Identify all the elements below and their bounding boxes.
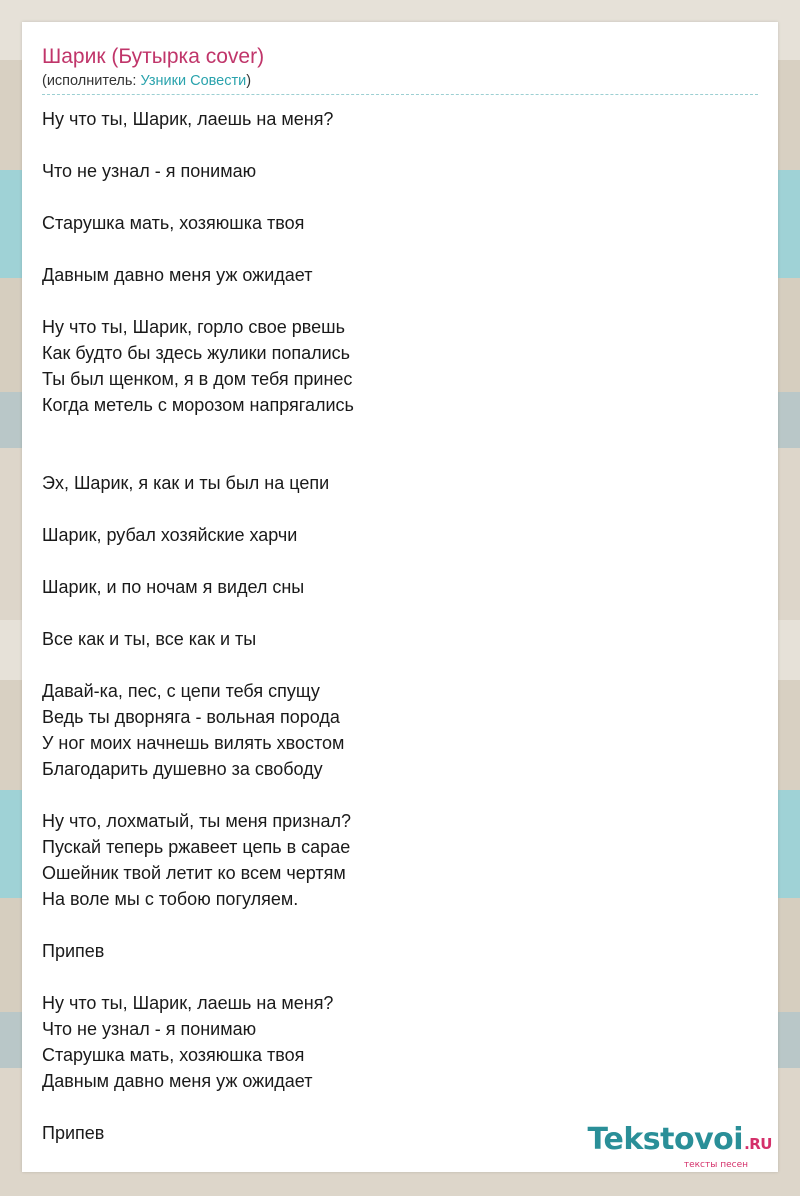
lyric-blank-line [42,236,756,262]
logo-name: Tekstovoi [587,1122,744,1157]
artist-link[interactable]: Узники Совести [140,73,247,89]
lyric-line: Эх, Шарик, я как и ты был на цепи [42,473,330,493]
lyric-blank-line [42,600,756,626]
lyric-line: Ну что ты, Шарик, горло свое рвешь [42,317,345,337]
logo-wordmark [588,1124,772,1160]
lyric-blank-line [42,496,756,522]
song-title: Шарик (Бутырка cover) [42,45,265,68]
artist-prefix: (исполнитель: [42,73,141,89]
lyric-blank-line [42,782,756,808]
site-logo[interactable] [588,1124,772,1170]
lyric-line: Давай-ка, пес, с цепи тебя спущу [42,681,320,701]
lyric-blank-line [42,912,756,938]
lyric-line: Давным давно меня уж ожидает [42,265,313,285]
lyric-line: Когда метель с морозом напрягались [42,395,354,415]
lyric-line: Шарик, рубал хозяйские харчи [42,525,298,545]
lyric-line: Ну что, лохматый, ты меня признал? [42,811,351,831]
lyric-line: Припев [42,941,105,961]
lyric-line: Давным давно меня уж ожидает [42,1071,313,1091]
song-header [42,44,756,91]
lyric-line: Старушка мать, хозяюшка твоя [42,213,305,233]
header-divider [42,94,758,95]
lyric-line: Пускай теперь ржавеет цепь в сарае [42,837,351,857]
lyrics-body [42,106,756,1146]
lyric-blank-line [42,1094,756,1120]
lyric-line: Шарик, и по ночам я видел сны [42,577,305,597]
logo-tld: .RU [744,1135,772,1153]
lyric-line: Что не узнал - я понимаю [42,1019,257,1039]
lyric-line: Благодарить душевно за свободу [42,759,323,779]
lyric-blank-line [42,964,756,990]
lyric-line: На воле мы с тобою погуляем. [42,889,299,909]
lyric-blank-line [42,548,756,574]
lyric-line: Ты был щенком, я в дом тебя принес [42,369,353,389]
lyrics-card [22,22,778,1172]
artist-suffix: ) [246,73,252,89]
lyric-line: Ну что ты, Шарик, лаешь на меня? [42,109,334,129]
lyric-blank-line [42,652,756,678]
lyric-line: Ошейник твой летит ко всем чертям [42,863,346,883]
artist-line [42,71,756,91]
logo-tagline: тексты песен [683,1160,748,1170]
lyric-line: Ну что ты, Шарик, лаешь на меня? [42,993,334,1013]
lyric-line: Старушка мать, хозяюшка твоя [42,1045,305,1065]
lyric-line: Что не узнал - я понимаю [42,161,257,181]
lyric-blank-line [42,288,756,314]
lyric-line: Ведь ты дворняга - вольная порода [42,707,340,727]
lyric-line: Все как и ты, все как и ты [42,629,257,649]
lyric-line: У ног моих начнешь вилять хвостом [42,733,345,753]
lyric-blank-line [42,418,756,444]
lyric-blank-line [42,132,756,158]
lyric-line: Припев [42,1123,105,1143]
lyric-blank-line [42,184,756,210]
lyric-line: Как будто бы здесь жулики попались [42,343,351,363]
lyric-blank-line [42,444,756,470]
